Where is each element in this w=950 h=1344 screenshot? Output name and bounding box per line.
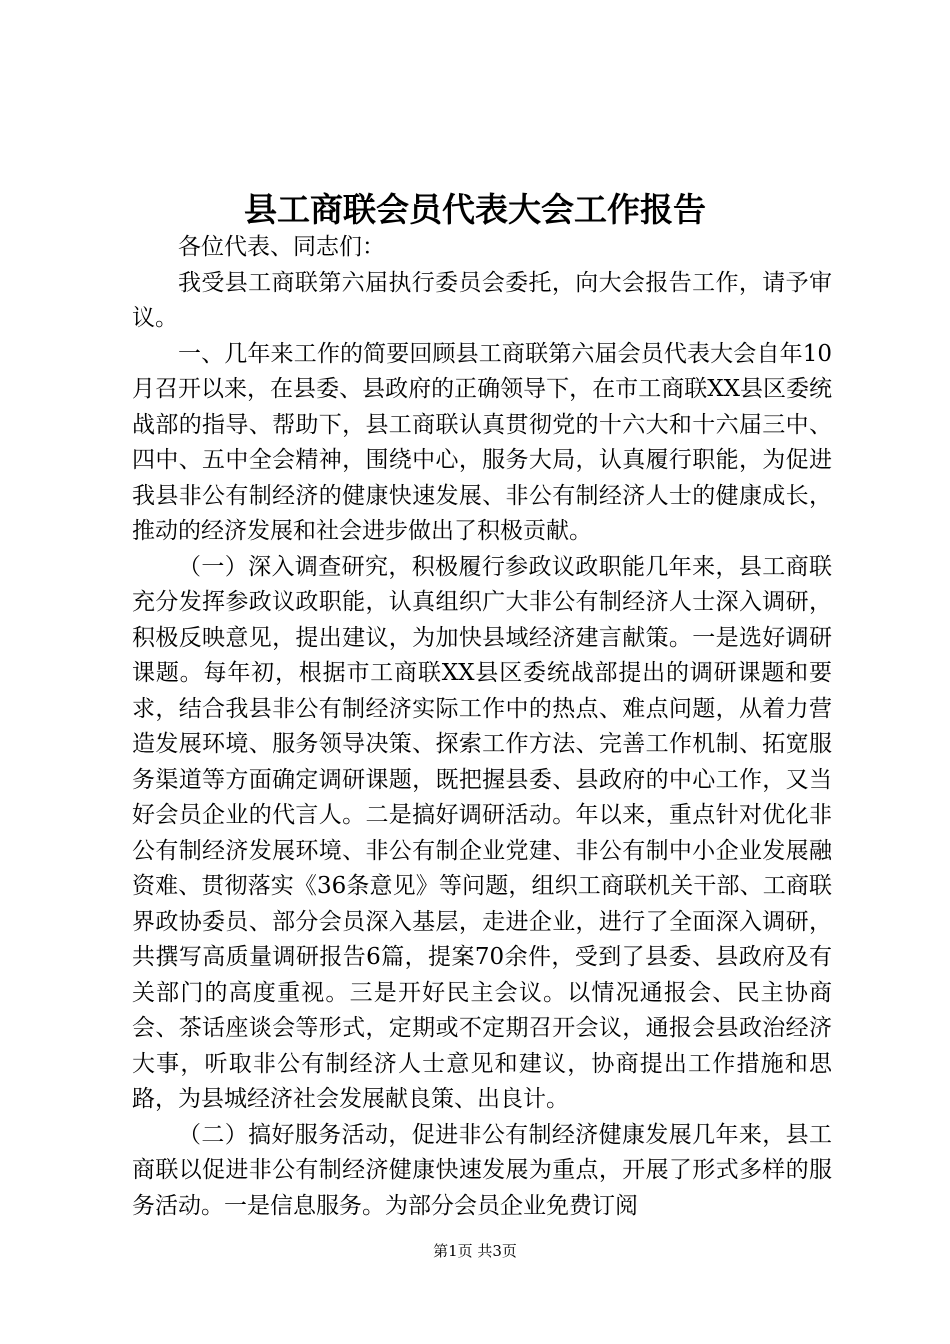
paragraph-2: 一、几年来工作的简要回顾县工商联第六届会员代表大会自年10月召开以来，在县委、县政府的正确领导下，在市工商联XX县区委统战部的指导、帮助下，县工商联认真贯彻党的十六大和十六届三中、四中、五中全会精神，围绕中心，服务大局，认真履行职能，为促进我县非公有制经济的健康快速发展、非公有制经济人士的健康成长，推动的经济发展和社会进步做出了积极贡献。 [132, 340, 832, 544]
paragraph-4: （二）搞好服务活动，促进非公有制经济健康发展几年来，县工商联以促进非公有制经济健康快速发展为重点，开展了形式多样的服务活动。一是信息服务。为部分会员企业免费订阅 [132, 1121, 832, 1219]
page-number: 第1页 共3页 [433, 1242, 517, 1260]
greeting: 各位代表、同志们： [178, 234, 385, 260]
paragraph-1: 我受县工商联第六届执行委员会委托，向大会报告工作，请予审议。 [132, 269, 832, 331]
paragraph-3: （一）深入调查研究，积极履行参政议政职能几年来，县工商联充分发挥参政议政职能，认真组织广大非公有制经济人士深入调研，积极反映意见，提出建议，为加快县域经济建言献策。一是选好调研课题。每年初，根据市工商联XX县区委统战部提出的调研课题和要求，结合我县非公有制经济实际工作中的热点、难点问题，从着力营造发展环境、服务领导决策、探索工作方法、完善工作机制、拓宽服务渠道等方面确定调研课题，既把握县委、县政府的中心工作，又当好会员企业的代言人。二是搞好调研活动。年以来，重点针对优化非公有制经济发展环境、非公有制企业党建、非公有制中小企业发展融资难、贯彻落实《36条意见》等问题，组织工商联机关干部、工商联界政协委员、部分会员深入基层，走进企业，进行了全面深入调研，共撰写高质量调研报告6篇，提案70余件，受到了县委、县政府及有关部门的高度重视。三是开好民主会议。以情况通报会、民主协商会、茶话座谈会等形式，定期或不定期召开会议，通报会县政治经济大事，听取非公有制经济人士意见和建议，协商提出工作措施和思路，为县城经济社会发展献良策、出良计。 [132, 553, 832, 1112]
document-title: 县工商联会员代表大会工作报告 [244, 190, 706, 229]
document-body [132, 230, 832, 1224]
